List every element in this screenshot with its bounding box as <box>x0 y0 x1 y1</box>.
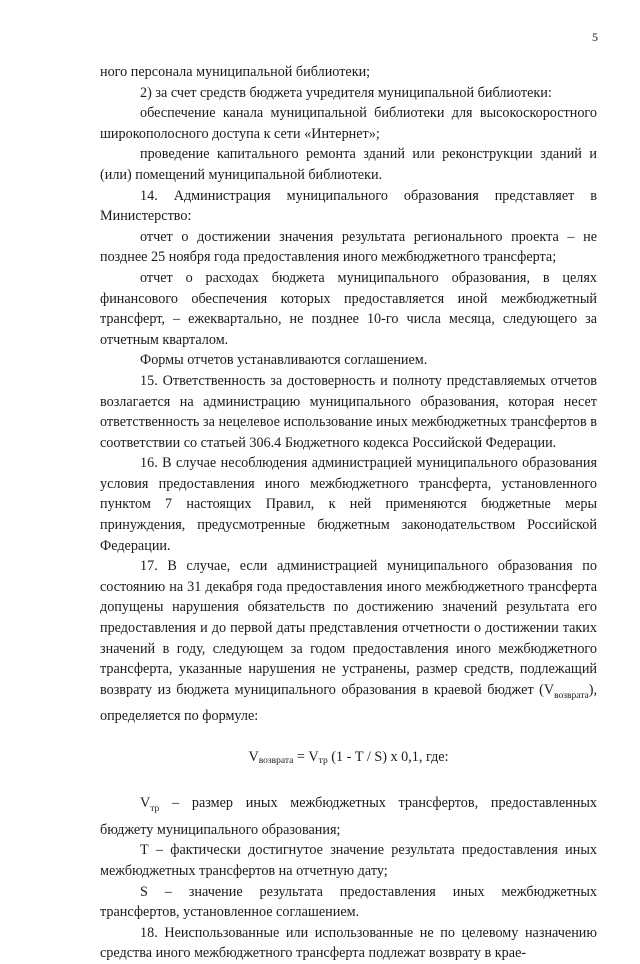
formula-lhs: V <box>248 748 259 765</box>
paragraph-17-sub: возврата <box>554 690 589 701</box>
definition-t <box>100 840 597 881</box>
paragraph-report-forms: Формы отчетов устанавливаются соглашением. <box>140 352 428 369</box>
refund-formula <box>100 747 597 772</box>
definition-vtr-sub: тр <box>150 804 160 815</box>
paragraph-16: 16. В случае несоблюдения администрацией муниципального образования условия предоставления иного межбюджетного трансферта, установленного пунктом 7 настоящих Правил, к ней применяются бюджетные меры принуждения, предусмотренные бюджетным законодательством Российской Федерации. <box>100 455 597 554</box>
formula-rhs: (1 - T / S) х 0,1, где: <box>327 748 449 765</box>
paragraph-1: 2) за счет средств бюджета учредителя муниципальной библиотеки: <box>140 84 552 101</box>
definition-t-sym: Т <box>140 842 149 859</box>
paragraph-17-tail: ), определяется по формуле: <box>100 681 597 725</box>
paragraph-3: проведение капитального ремонта зданий или реконструкции зданий и (или) помещений муниципальной библиотеки. <box>100 146 597 183</box>
paragraph-18: 18. Неиспользованные или использованные не по целевому назначению средства иного межбюджетного трансферта подлежат возврату в крае- <box>100 924 597 962</box>
paragraph-report-result: отчет о достижении значения результата регионального проекта – не позднее 25 ноября года предоставления иного межбюджетного трансферта; <box>100 228 597 266</box>
formula-eq: = V <box>293 748 319 765</box>
paragraph-15: 15. Ответственность за достоверность и полноту представляемых отчетов возлагается на администрацию муниципального образования, которая несет ответственность за нецелевое использование иных межбюджетных трансфертов в соответствии со статьей 306.4 Бюджетного кодекса Российской Федерации. <box>100 372 597 451</box>
paragraph-report-expenses: отчет о расходах бюджета муниципального образования, в целях финансового обеспечения которых предоставляется иной межбюджетный трансферт, – ежеквартально, не позднее 10-го числа месяца, следующего за отчетным кварталом. <box>100 269 597 348</box>
definition-t-text: – фактически достигнутое значение результата предоставления иных межбюджетных трансфертов на отчетную дату; <box>100 842 597 880</box>
formula-tr-sub: тр <box>318 755 328 766</box>
definition-vtr-text: – размер иных межбюджетных трансфертов, предоставленных бюджету муниципального образования; <box>100 795 597 838</box>
paragraph-17-text: 17. В случае, если администрацией муниципального образования по состоянию на 31 декабря года предоставления иного межбюджетного трансферта допущены нарушения обязательств по достижению значений результата его предоставления и до первой даты представления отчетности о достижении таких значений в году, следующем за годом предоставления иного межбюджетного трансферта, указанные нарушения не устранены, размер средств, подлежащий возврату из бюджета муниципального образования в краевой бюджет (V <box>100 558 597 698</box>
definition-vtr <box>100 793 597 840</box>
paragraph-0: ного персонала муниципальной библиотеки; <box>100 64 371 80</box>
page-number: 5 <box>592 30 598 44</box>
definition-vtr-sym: V <box>140 795 151 812</box>
document-body <box>100 62 597 964</box>
definition-s <box>100 882 597 923</box>
paragraph-17 <box>100 556 597 727</box>
paragraph-14: 14. Администрация муниципального образования представляет в Министерство: <box>100 187 597 225</box>
definition-s-text: – значение результата предоставления иных межбюджетных трансфертов, установленное соглашением. <box>100 883 597 921</box>
paragraph-2: обеспечение канала муниципальной библиотеки для высокоскоростного широкополосного доступа к сети «Интернет»; <box>100 105 597 142</box>
definition-s-sym: S <box>140 883 148 900</box>
formula-lhs-sub: возврата <box>258 755 294 766</box>
